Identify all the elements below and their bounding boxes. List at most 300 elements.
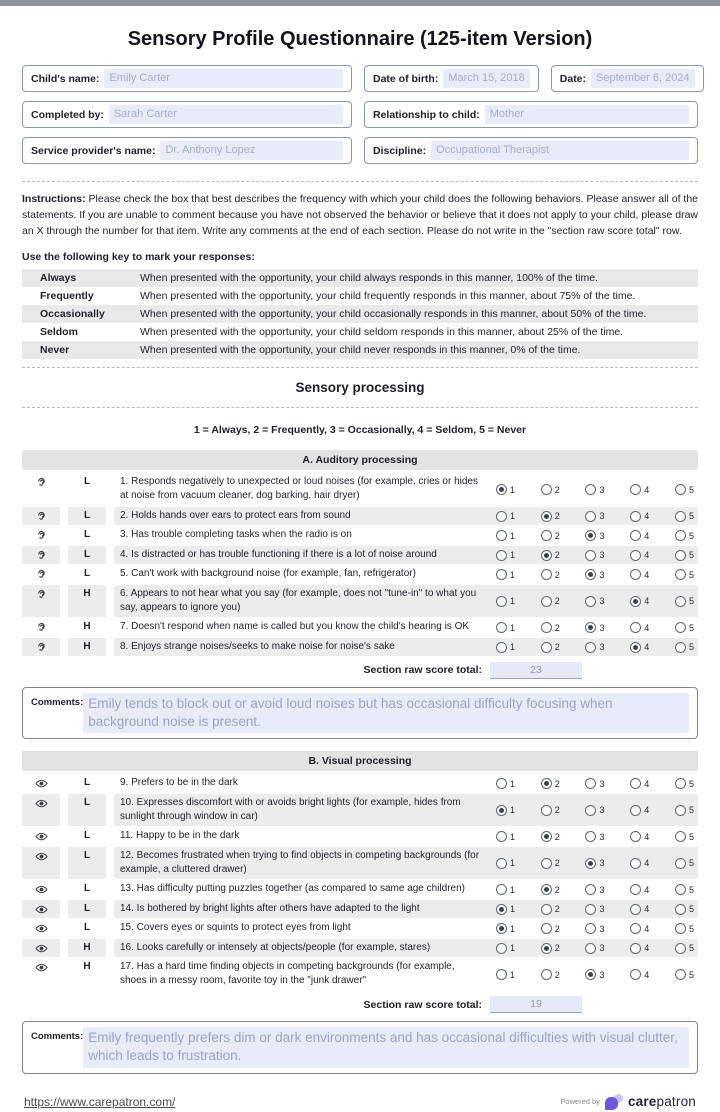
rating-number: 2 bbox=[554, 511, 560, 522]
rating-number: 4 bbox=[644, 884, 650, 895]
rating-number: 4 bbox=[644, 969, 650, 980]
rating-option-4[interactable] bbox=[630, 850, 649, 877]
rating-option-2[interactable] bbox=[541, 641, 560, 654]
rating-option-5[interactable] bbox=[675, 549, 694, 562]
radio-icon[interactable] bbox=[496, 622, 507, 633]
rating-option-1[interactable] bbox=[496, 797, 515, 824]
radio-icon[interactable] bbox=[541, 642, 552, 653]
radio-icon[interactable] bbox=[496, 943, 507, 954]
rating-option-5[interactable] bbox=[675, 883, 694, 896]
rating-group bbox=[496, 587, 696, 615]
questionnaire-item-row bbox=[22, 526, 698, 544]
key-row bbox=[22, 269, 698, 287]
comments-box bbox=[22, 687, 698, 739]
rating-option-3[interactable] bbox=[585, 549, 604, 562]
rating-option-1[interactable] bbox=[496, 777, 515, 790]
rating-number: 5 bbox=[688, 884, 694, 895]
rating-option-1[interactable] bbox=[496, 476, 515, 503]
rating-option-1[interactable] bbox=[496, 588, 515, 615]
item-text: 8. Enjoys strange noises/seeks to make noise for noise's sake bbox=[120, 640, 395, 652]
radio-icon[interactable] bbox=[585, 778, 596, 789]
radio-icon[interactable] bbox=[675, 904, 686, 915]
field-label: Date of birth: bbox=[373, 72, 439, 85]
radio-selected-icon[interactable] bbox=[585, 530, 596, 541]
date-input[interactable]: September 6, 2024 bbox=[591, 69, 695, 88]
fields-row-2 bbox=[22, 101, 698, 128]
rating-option-1[interactable] bbox=[496, 621, 515, 634]
rating-number: 5 bbox=[688, 530, 694, 541]
field-label: Discipline: bbox=[373, 144, 427, 157]
radio-icon[interactable] bbox=[675, 884, 686, 895]
rating-option-4[interactable] bbox=[630, 922, 649, 935]
rating-number: 2 bbox=[554, 596, 560, 607]
radio-icon[interactable] bbox=[585, 923, 596, 934]
radio-selected-icon[interactable] bbox=[496, 484, 507, 495]
radio-icon[interactable] bbox=[541, 569, 552, 580]
rating-option-3[interactable] bbox=[585, 621, 604, 634]
radio-selected-icon[interactable] bbox=[541, 831, 552, 842]
fields-row-1 bbox=[22, 65, 698, 92]
radio-selected-icon[interactable] bbox=[541, 511, 552, 522]
rating-option-2[interactable] bbox=[541, 903, 560, 916]
item-text: 2. Holds hands over ears to protect ears from sound bbox=[120, 509, 351, 521]
lh-indicator: L bbox=[68, 900, 106, 918]
item-main bbox=[114, 939, 698, 957]
rating-number: 1 bbox=[510, 569, 516, 580]
rating-option-3[interactable] bbox=[585, 568, 604, 581]
key-row bbox=[22, 323, 698, 341]
lh-indicator: L bbox=[83, 922, 91, 934]
radio-icon[interactable] bbox=[675, 642, 686, 653]
rating-option-2[interactable] bbox=[541, 777, 560, 790]
rating-option-4[interactable] bbox=[630, 961, 649, 988]
rating-number: 1 bbox=[510, 805, 516, 816]
rating-option-2[interactable] bbox=[541, 850, 560, 877]
rating-number: 5 bbox=[688, 484, 694, 495]
rating-option-1[interactable] bbox=[496, 549, 515, 562]
rating-option-5[interactable] bbox=[675, 588, 694, 615]
radio-icon[interactable] bbox=[675, 622, 686, 633]
radio-selected-icon[interactable] bbox=[541, 550, 552, 561]
radio-icon[interactable] bbox=[675, 530, 686, 541]
ear-icon bbox=[22, 546, 60, 564]
radio-icon[interactable] bbox=[585, 831, 596, 842]
lh-indicator: L bbox=[83, 883, 91, 895]
radio-icon[interactable] bbox=[496, 969, 507, 980]
rating-option-5[interactable] bbox=[675, 850, 694, 877]
rating-number: 2 bbox=[554, 943, 560, 954]
radio-icon[interactable] bbox=[630, 511, 641, 522]
rating-option-3[interactable] bbox=[585, 797, 604, 824]
rating-number: 5 bbox=[688, 550, 694, 561]
item-text: 11. Happy to be in the dark bbox=[120, 830, 240, 842]
rating-option-2[interactable] bbox=[541, 961, 560, 988]
radio-icon[interactable] bbox=[496, 831, 507, 842]
radio-icon[interactable] bbox=[585, 484, 596, 495]
rating-option-3[interactable] bbox=[585, 641, 604, 654]
rating-option-3[interactable] bbox=[585, 961, 604, 988]
item-main bbox=[114, 847, 698, 879]
lh-indicator: H bbox=[68, 638, 106, 656]
radio-icon[interactable] bbox=[630, 884, 641, 895]
powered-by-label: Powered by bbox=[560, 1097, 600, 1107]
rating-option-5[interactable] bbox=[675, 830, 694, 843]
questionnaire-item-row bbox=[22, 919, 698, 937]
radio-icon[interactable] bbox=[630, 969, 641, 980]
fields-row-3 bbox=[22, 137, 698, 164]
comments-label: Comments: bbox=[31, 696, 84, 708]
rating-number: 3 bbox=[599, 778, 605, 789]
questionnaire-item-row bbox=[22, 473, 698, 505]
rating-option-4[interactable] bbox=[630, 830, 649, 843]
lh-indicator: L bbox=[83, 777, 91, 789]
radio-icon[interactable] bbox=[675, 805, 686, 816]
key-term: Always bbox=[40, 272, 77, 285]
rating-option-2[interactable] bbox=[541, 568, 560, 581]
radio-icon[interactable] bbox=[541, 969, 552, 980]
radio-icon[interactable] bbox=[541, 904, 552, 915]
rating-option-1[interactable] bbox=[496, 850, 515, 877]
rating-group bbox=[496, 921, 696, 935]
rating-group bbox=[496, 567, 696, 581]
rating-option-3[interactable] bbox=[585, 476, 604, 503]
radio-selected-icon[interactable] bbox=[585, 969, 596, 980]
questionnaire-item-row bbox=[22, 794, 698, 826]
item-main bbox=[114, 507, 698, 525]
radio-icon[interactable] bbox=[585, 511, 596, 522]
rating-option-4[interactable] bbox=[630, 549, 649, 562]
radio-icon[interactable] bbox=[541, 484, 552, 495]
rating-number: 5 bbox=[688, 511, 694, 522]
radio-selected-icon[interactable] bbox=[585, 622, 596, 633]
rating-option-5[interactable] bbox=[675, 568, 694, 581]
field-label: Relationship to child: bbox=[373, 108, 480, 121]
rating-option-5[interactable] bbox=[675, 922, 694, 935]
rating-option-4[interactable] bbox=[630, 883, 649, 896]
rating-option-5[interactable] bbox=[675, 777, 694, 790]
rating-option-5[interactable] bbox=[675, 903, 694, 916]
rating-number: 1 bbox=[510, 596, 516, 607]
rating-group bbox=[496, 902, 696, 916]
key-description: When presented with the opportunity, your child seldom responds in this manner, about 25% of the time. bbox=[140, 326, 624, 339]
radio-icon[interactable] bbox=[630, 923, 641, 934]
completed-by-input[interactable]: Sarah Carter bbox=[109, 105, 343, 124]
rating-option-5[interactable] bbox=[675, 510, 694, 523]
eye-icon bbox=[22, 794, 60, 826]
rating-option-1[interactable] bbox=[496, 641, 515, 654]
item-main bbox=[114, 565, 698, 583]
radio-icon[interactable] bbox=[541, 805, 552, 816]
item-text: 5. Can't work with background noise (for example, fan, refrigerator) bbox=[120, 568, 416, 580]
field-label: Service provider's name: bbox=[31, 144, 156, 157]
rating-option-4[interactable] bbox=[630, 621, 649, 634]
radio-selected-icon[interactable] bbox=[496, 923, 507, 934]
radio-icon[interactable] bbox=[630, 778, 641, 789]
rating-number: 5 bbox=[688, 805, 694, 816]
radio-icon[interactable] bbox=[496, 550, 507, 561]
rating-option-5[interactable] bbox=[675, 476, 694, 503]
rating-option-3[interactable] bbox=[585, 529, 604, 542]
rating-option-1[interactable] bbox=[496, 529, 515, 542]
radio-icon[interactable] bbox=[630, 530, 641, 541]
radio-icon[interactable] bbox=[675, 550, 686, 561]
radio-icon[interactable] bbox=[675, 858, 686, 869]
radio-icon[interactable] bbox=[585, 596, 596, 607]
radio-selected-icon[interactable] bbox=[585, 858, 596, 869]
rating-group bbox=[496, 620, 696, 634]
rating-option-4[interactable] bbox=[630, 641, 649, 654]
radio-selected-icon[interactable] bbox=[496, 805, 507, 816]
field-child-name bbox=[22, 65, 352, 92]
divider bbox=[22, 181, 698, 182]
radio-icon[interactable] bbox=[630, 569, 641, 580]
rating-number: 5 bbox=[688, 858, 694, 869]
key-heading: Use the following key to mark your responses: bbox=[22, 251, 255, 264]
radio-icon[interactable] bbox=[630, 550, 641, 561]
rating-option-2[interactable] bbox=[541, 621, 560, 634]
rating-option-3[interactable] bbox=[585, 942, 604, 955]
rating-option-4[interactable] bbox=[630, 588, 649, 615]
rating-option-2[interactable] bbox=[541, 942, 560, 955]
radio-selected-icon[interactable] bbox=[541, 884, 552, 895]
lh-indicator: L bbox=[68, 546, 106, 564]
rating-option-3[interactable] bbox=[585, 922, 604, 935]
divider bbox=[22, 367, 698, 368]
radio-icon[interactable] bbox=[675, 943, 686, 954]
section-total-label: Section raw score total: bbox=[363, 664, 482, 677]
rating-option-3[interactable] bbox=[585, 588, 604, 615]
item-text: 16. Looks carefully or intensely at objects/people (for example, stares) bbox=[120, 941, 431, 953]
comments-input[interactable]: Emily tends to block out or avoid loud noises but has occasional difficulty focusing when background noise is present. bbox=[83, 693, 689, 733]
rating-number: 3 bbox=[599, 642, 605, 653]
rating-option-3[interactable] bbox=[585, 777, 604, 790]
rating-number: 5 bbox=[688, 969, 694, 980]
radio-icon[interactable] bbox=[585, 642, 596, 653]
rating-option-4[interactable] bbox=[630, 903, 649, 916]
rating-option-5[interactable] bbox=[675, 641, 694, 654]
item-text: 9. Prefers to be in the dark bbox=[120, 777, 238, 789]
rating-option-1[interactable] bbox=[496, 961, 515, 988]
radio-icon[interactable] bbox=[496, 511, 507, 522]
carepatron-link[interactable]: https://www.carepatron.com/ bbox=[24, 1094, 176, 1109]
rating-number: 5 bbox=[688, 943, 694, 954]
rating-option-4[interactable] bbox=[630, 476, 649, 503]
radio-icon[interactable] bbox=[630, 831, 641, 842]
rating-option-1[interactable] bbox=[496, 568, 515, 581]
rating-number: 4 bbox=[644, 904, 650, 915]
eye-icon bbox=[22, 847, 60, 879]
radio-icon[interactable] bbox=[675, 596, 686, 607]
rating-number: 2 bbox=[554, 831, 560, 842]
rating-option-2[interactable] bbox=[541, 476, 560, 503]
rating-number: 1 bbox=[510, 484, 516, 495]
radio-icon[interactable] bbox=[675, 831, 686, 842]
rating-option-3[interactable] bbox=[585, 883, 604, 896]
item-main bbox=[114, 546, 698, 564]
rating-number: 5 bbox=[688, 569, 694, 580]
radio-selected-icon[interactable] bbox=[585, 569, 596, 580]
radio-icon[interactable] bbox=[496, 778, 507, 789]
item-text: 10. Expresses discomfort with or avoids bright lights (for example, hides from sunlight through window in car) bbox=[120, 796, 461, 822]
powered-by-badge bbox=[560, 1094, 696, 1110]
rating-number: 4 bbox=[644, 923, 650, 934]
lh-indicator: L bbox=[68, 794, 106, 826]
item-text: 1. Responds negatively to unexpected or loud noises (for example, cries or hides at noise from vacuum cleaner, dog barking, hair dryer) bbox=[120, 476, 478, 502]
key-row bbox=[22, 341, 698, 359]
item-main bbox=[114, 794, 698, 826]
radio-icon[interactable] bbox=[630, 943, 641, 954]
rating-option-2[interactable] bbox=[541, 588, 560, 615]
rating-option-1[interactable] bbox=[496, 942, 515, 955]
ear-icon bbox=[22, 618, 60, 636]
rating-number: 4 bbox=[644, 943, 650, 954]
discipline-input[interactable]: Occupational Therapist bbox=[431, 141, 689, 160]
radio-icon[interactable] bbox=[585, 884, 596, 895]
field-label: Completed by: bbox=[31, 108, 104, 121]
item-text: 14. Is bothered by bright lights after others have adapted to the light bbox=[120, 902, 420, 914]
rating-number: 3 bbox=[599, 943, 605, 954]
rating-number: 2 bbox=[554, 530, 560, 541]
eye-icon bbox=[22, 827, 60, 845]
rating-option-4[interactable] bbox=[630, 777, 649, 790]
radio-icon[interactable] bbox=[675, 511, 686, 522]
radio-selected-icon[interactable] bbox=[630, 642, 641, 653]
item-main bbox=[114, 919, 698, 937]
rating-number: 4 bbox=[644, 596, 650, 607]
rating-option-2[interactable] bbox=[541, 549, 560, 562]
rating-option-1[interactable] bbox=[496, 883, 515, 896]
rating-number: 3 bbox=[599, 484, 605, 495]
provider-name-input[interactable]: Dr. Anthony Lopez bbox=[160, 141, 343, 160]
comments-input[interactable]: Emily frequently prefers dim or dark environments and has occasional difficulties with visual clutter, which leads to frustration. bbox=[83, 1027, 689, 1067]
radio-icon[interactable] bbox=[496, 858, 507, 869]
rating-option-5[interactable] bbox=[675, 529, 694, 542]
item-main bbox=[114, 618, 698, 636]
relationship-input[interactable]: Mother bbox=[485, 105, 689, 124]
radio-icon[interactable] bbox=[675, 569, 686, 580]
radio-icon[interactable] bbox=[630, 622, 641, 633]
rating-option-5[interactable] bbox=[675, 797, 694, 824]
rating-number: 4 bbox=[644, 530, 650, 541]
rating-number: 3 bbox=[599, 511, 605, 522]
rating-option-3[interactable] bbox=[585, 830, 604, 843]
radio-icon[interactable] bbox=[541, 530, 552, 541]
radio-icon[interactable] bbox=[496, 884, 507, 895]
radio-icon[interactable] bbox=[630, 484, 641, 495]
field-label: Date: bbox=[559, 72, 587, 85]
rating-option-4[interactable] bbox=[630, 942, 649, 955]
item-main bbox=[114, 900, 698, 918]
questionnaire-item-row bbox=[22, 546, 698, 564]
lh-indicator: H bbox=[83, 621, 91, 633]
radio-icon[interactable] bbox=[585, 943, 596, 954]
rating-option-2[interactable] bbox=[541, 922, 560, 935]
scale-note: 1 = Always, 2 = Frequently, 3 = Occasionally, 4 = Seldom, 5 = Never bbox=[193, 424, 527, 437]
lh-indicator: H bbox=[83, 961, 91, 973]
radio-selected-icon[interactable] bbox=[541, 943, 552, 954]
child-name-input[interactable]: Emily Carter bbox=[104, 69, 343, 88]
questionnaire-item-row bbox=[22, 638, 698, 656]
section-total-value[interactable]: 23 bbox=[490, 662, 582, 679]
radio-icon[interactable] bbox=[630, 858, 641, 869]
radio-selected-icon[interactable] bbox=[541, 778, 552, 789]
rating-number: 2 bbox=[554, 622, 560, 633]
rating-option-2[interactable] bbox=[541, 529, 560, 542]
radio-icon[interactable] bbox=[541, 596, 552, 607]
radio-icon[interactable] bbox=[675, 923, 686, 934]
rating-option-5[interactable] bbox=[675, 961, 694, 988]
rating-option-4[interactable] bbox=[630, 568, 649, 581]
radio-icon[interactable] bbox=[585, 904, 596, 915]
radio-icon[interactable] bbox=[675, 969, 686, 980]
questionnaire-item-row bbox=[22, 565, 698, 583]
rating-option-2[interactable] bbox=[541, 883, 560, 896]
radio-icon[interactable] bbox=[675, 778, 686, 789]
ear-icon bbox=[22, 585, 60, 617]
rating-option-5[interactable] bbox=[675, 942, 694, 955]
rating-option-3[interactable] bbox=[585, 903, 604, 916]
field-label: Child's name: bbox=[31, 72, 100, 85]
radio-icon[interactable] bbox=[541, 622, 552, 633]
rating-option-2[interactable] bbox=[541, 797, 560, 824]
rating-number: 4 bbox=[644, 858, 650, 869]
radio-icon[interactable] bbox=[630, 904, 641, 915]
radio-selected-icon[interactable] bbox=[630, 596, 641, 607]
rating-option-5[interactable] bbox=[675, 621, 694, 634]
rating-option-4[interactable] bbox=[630, 510, 649, 523]
rating-option-1[interactable] bbox=[496, 922, 515, 935]
radio-icon[interactable] bbox=[496, 569, 507, 580]
rating-option-2[interactable] bbox=[541, 830, 560, 843]
rating-number: 1 bbox=[510, 904, 516, 915]
radio-icon[interactable] bbox=[496, 596, 507, 607]
rating-group bbox=[496, 640, 696, 654]
rating-option-3[interactable] bbox=[585, 510, 604, 523]
rating-option-1[interactable] bbox=[496, 830, 515, 843]
rating-group bbox=[496, 849, 696, 877]
section-total-value[interactable]: 19 bbox=[490, 996, 582, 1013]
radio-icon[interactable] bbox=[630, 805, 641, 816]
radio-icon[interactable] bbox=[585, 805, 596, 816]
rating-number: 3 bbox=[599, 904, 605, 915]
radio-selected-icon[interactable] bbox=[496, 904, 507, 915]
radio-icon[interactable] bbox=[496, 530, 507, 541]
rating-option-4[interactable] bbox=[630, 529, 649, 542]
instructions-label: Instructions: bbox=[22, 193, 86, 205]
rating-option-2[interactable] bbox=[541, 510, 560, 523]
radio-icon[interactable] bbox=[496, 642, 507, 653]
radio-icon[interactable] bbox=[541, 858, 552, 869]
radio-icon[interactable] bbox=[541, 923, 552, 934]
rating-option-4[interactable] bbox=[630, 797, 649, 824]
rating-option-1[interactable] bbox=[496, 903, 515, 916]
rating-number: 1 bbox=[510, 831, 516, 842]
rating-number: 1 bbox=[510, 884, 516, 895]
field-date bbox=[551, 65, 704, 92]
radio-icon[interactable] bbox=[675, 484, 686, 495]
date-of-birth-input[interactable]: March 15, 2018 bbox=[443, 69, 529, 88]
rating-option-3[interactable] bbox=[585, 850, 604, 877]
rating-option-1[interactable] bbox=[496, 510, 515, 523]
radio-icon[interactable] bbox=[585, 550, 596, 561]
rating-number: 3 bbox=[599, 805, 605, 816]
rating-group bbox=[496, 829, 696, 843]
key-term: Occasionally bbox=[40, 308, 105, 321]
item-main bbox=[114, 774, 698, 792]
rating-number: 2 bbox=[554, 904, 560, 915]
lh-indicator: L bbox=[83, 476, 91, 488]
questionnaire-item-row bbox=[22, 585, 698, 617]
